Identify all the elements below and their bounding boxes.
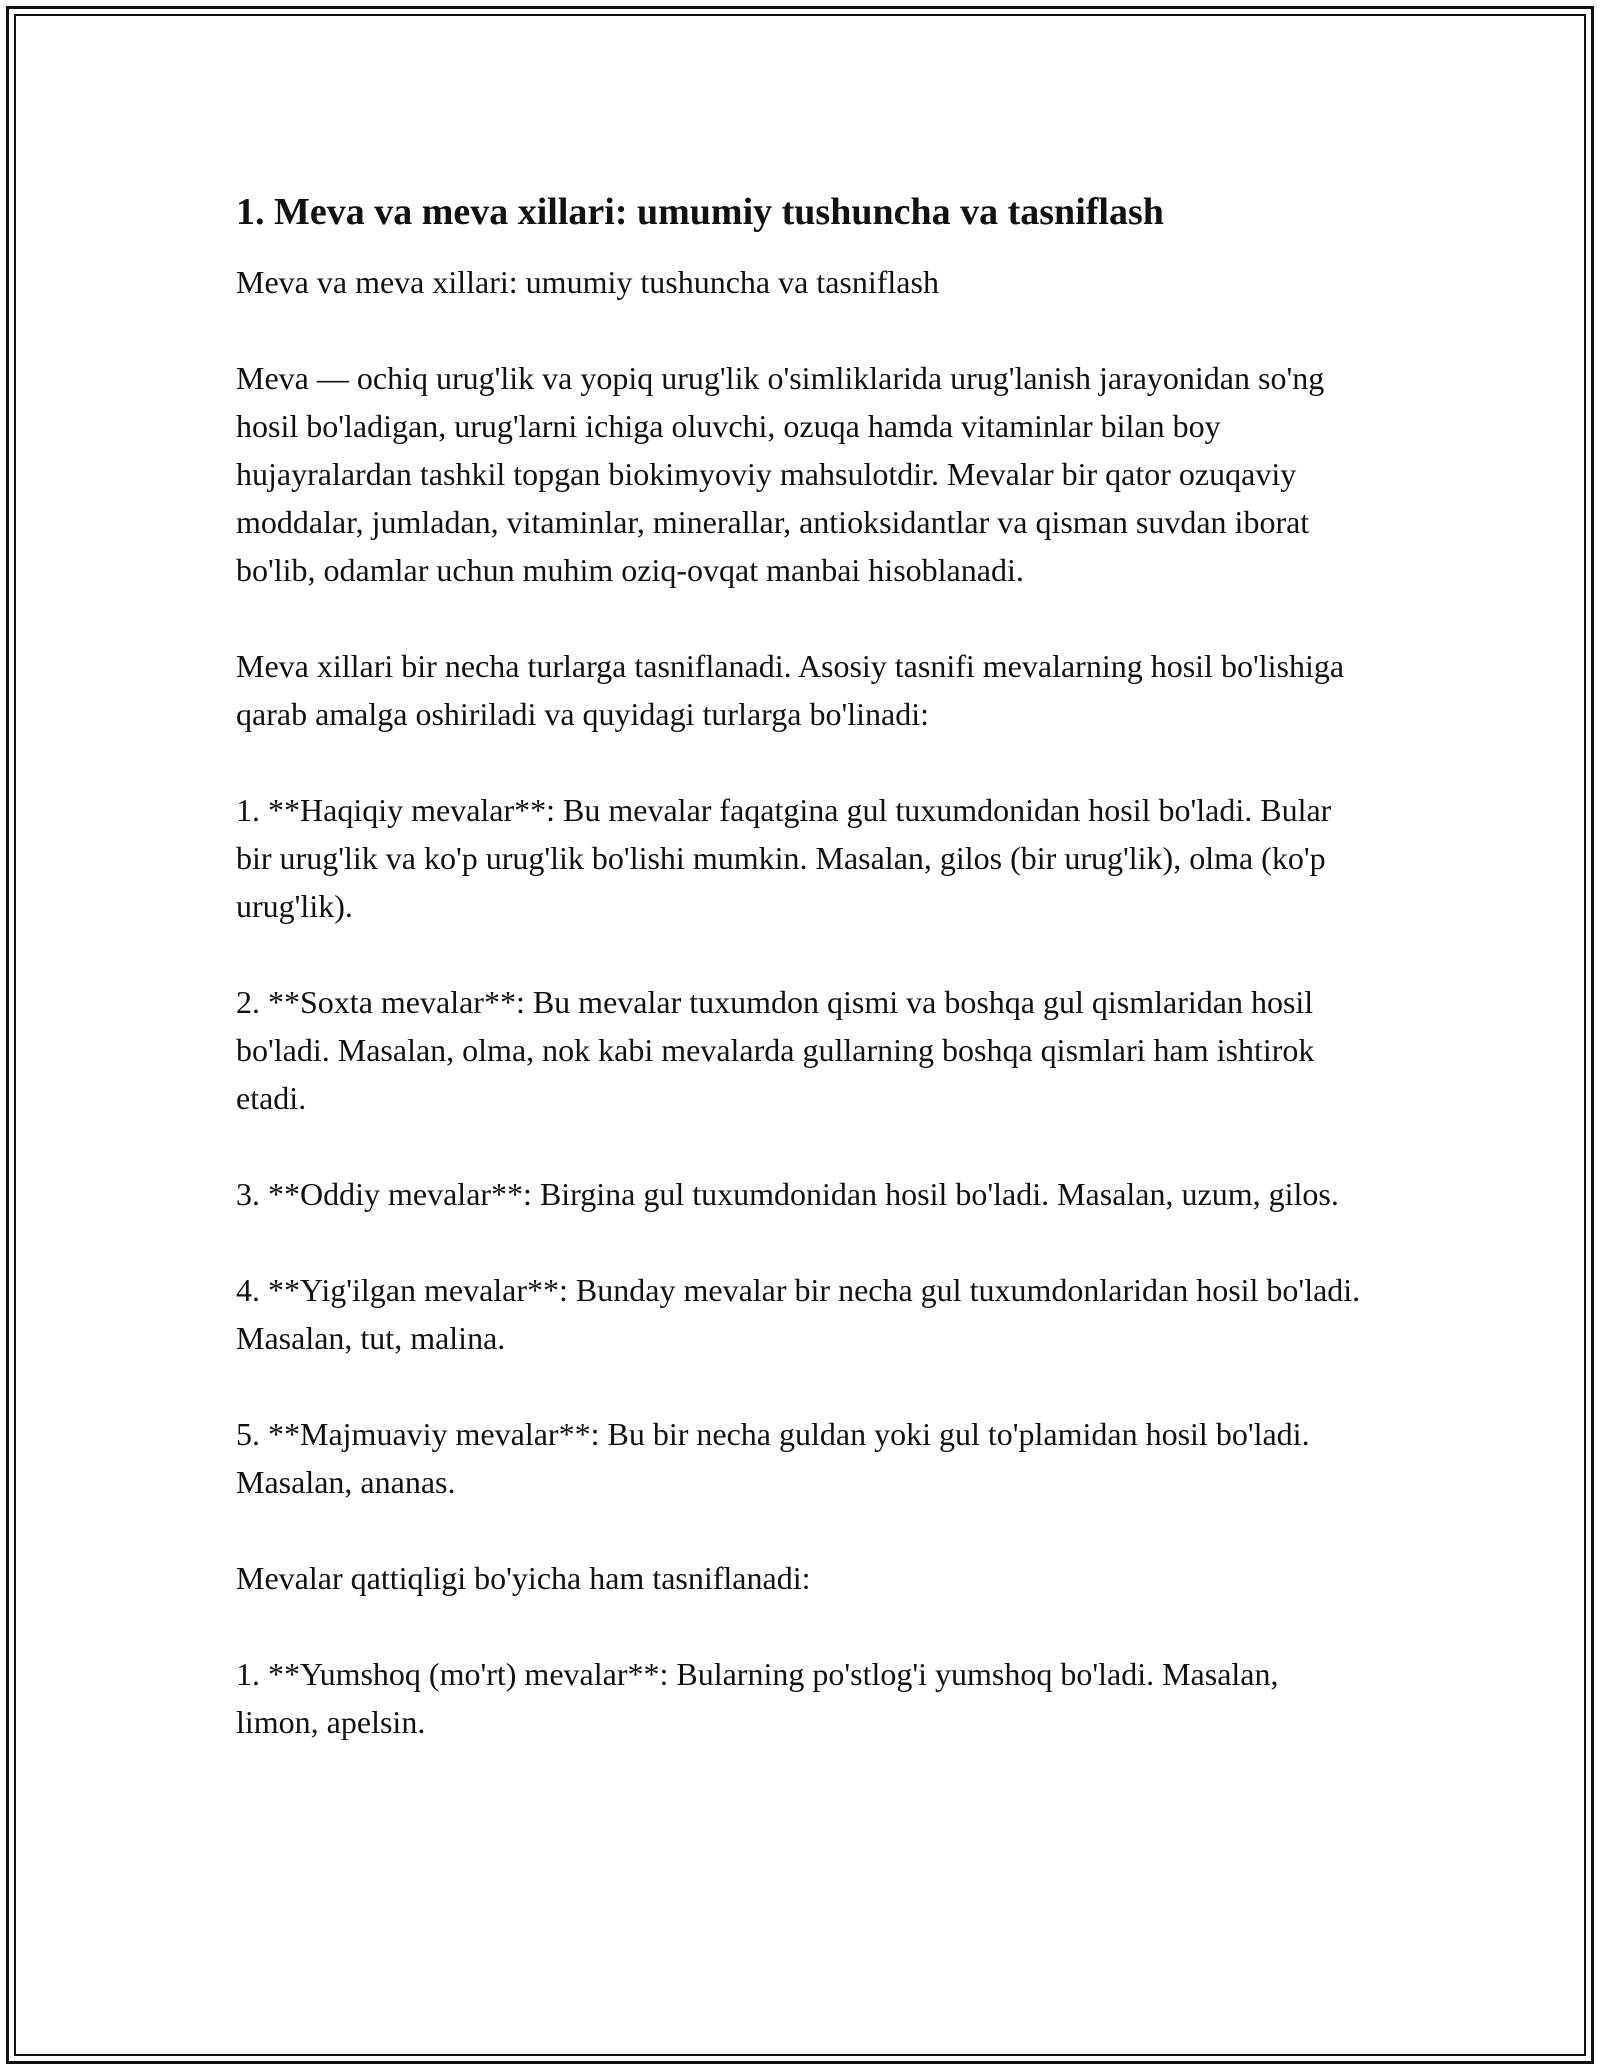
list-item-soft-fruits: 1. **Yumshoq (mo'rt) mevalar**: Bularning po'stlog'i yumshoq bo'ladi. Masalan, limon, apelsin. <box>236 1656 1279 1740</box>
paragraph-definition: Meva — ochiq urug'lik va yopiq urug'lik o'simliklarida urug'lanish jarayonidan so'ng hosil bo'ladigan, urug'larni ichiga oluvchi, ozuqa hamda vitaminlar bilan boy hujayralardan tashkil topgan biokimyoviy mahsulotdir. Mevalar bir qator ozuqaviy moddalar, jumladan, vitaminlar, minerallar, antioksidantlar va qisman suvdan iborat bo'lib, odamlar uchun muhim oziq-ovqat manbai hisoblanadi. <box>236 360 1325 588</box>
paragraph-classification-intro: Meva xillari bir necha turlarga tasniflanadi. Asosiy tasnifi mevalarning hosil bo'lishiga qarab amalga oshiriladi va quyidagi turlarga bo'linadi: <box>236 648 1345 732</box>
paragraph-subtitle: Meva va meva xillari: umumiy tushuncha va tasniflash <box>236 264 939 300</box>
list-item-multiple-fruits: 5. **Majmuaviy mevalar**: Bu bir necha guldan yoki gul to'plamidan hosil bo'ladi. Masalan, ananas. <box>236 1416 1310 1500</box>
document-body <box>236 186 1366 1794</box>
paragraph-hardness-intro: Mevalar qattiqligi bo'yicha ham tasniflanadi: <box>236 1560 811 1596</box>
list-item-aggregate-fruits: 4. **Yig'ilgan mevalar**: Bunday mevalar bir necha gul tuxumdonlaridan hosil bo'ladi. Masalan, tut, malina. <box>236 1272 1361 1356</box>
list-item-false-fruits: 2. **Soxta mevalar**: Bu mevalar tuxumdon qismi va boshqa gul qismlaridan hosil bo'ladi. Masalan, olma, nok kabi mevalarda gullarning boshqa qismlari ham ishtirok etadi. <box>236 984 1315 1116</box>
list-item-true-fruits: 1. **Haqiqiy mevalar**: Bu mevalar faqatgina gul tuxumdonidan hosil bo'ladi. Bular bir urug'lik va ko'p urug'lik bo'lishi mumkin. Masalan, gilos (bir urug'lik), olma (ko'p urug'lik). <box>236 792 1332 924</box>
list-item-simple-fruits: 3. **Oddiy mevalar**: Birgina gul tuxumdonidan hosil bo'ladi. Masalan, uzum, gilos. <box>236 1176 1339 1212</box>
section-title: 1. Meva va meva xillari: umumiy tushuncha va tasniflash <box>236 191 1164 233</box>
